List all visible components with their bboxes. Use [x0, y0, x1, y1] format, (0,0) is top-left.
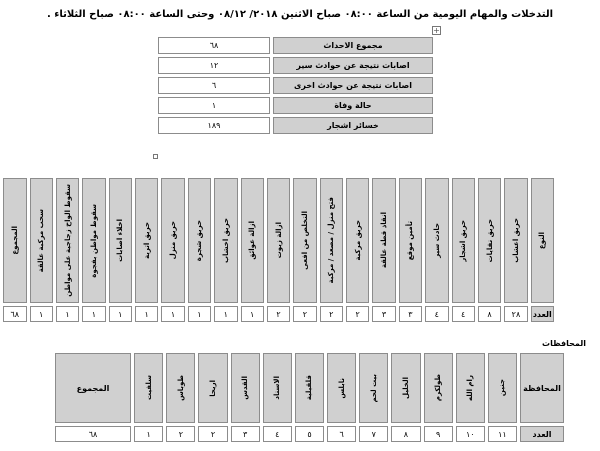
table-move-handle-icon[interactable]: +	[433, 26, 440, 35]
governorate-header-label: القدس	[241, 376, 250, 400]
summary-value: ٦	[158, 77, 270, 94]
incident-type-header-label: حريق مركبة	[353, 220, 362, 261]
incident-type-header-label: المجموع	[10, 226, 19, 255]
governorate-count: ٦	[327, 426, 356, 442]
incident-types-table	[0, 175, 557, 325]
table-resize-handle-icon[interactable]	[153, 154, 158, 159]
governorate-count: ٥	[295, 426, 324, 442]
gov-count-header-cell: العدد	[520, 426, 564, 442]
incident-type-count: ١	[30, 306, 53, 322]
incident-type-header-label: سقوط مواطن بفجوة	[89, 203, 98, 278]
incident-type-count: ١	[82, 306, 105, 322]
incident-type-header-label: اخلاء اصابات	[116, 219, 125, 262]
governorate-count: ٧	[359, 426, 388, 442]
governorate-header	[456, 353, 485, 423]
governorate-header-label: رام الله	[466, 374, 475, 402]
incident-type-count: ٢	[320, 306, 343, 322]
summary-table	[155, 34, 436, 137]
governorate-count: ٩	[424, 426, 453, 442]
incident-type-header	[82, 178, 105, 303]
incident-type-count: ١	[188, 306, 211, 322]
governorate-count: ٨	[391, 426, 420, 442]
incident-type-header	[504, 178, 527, 303]
governorate-header-label: طوباس	[176, 375, 185, 401]
incident-type-count: ٣	[399, 306, 422, 322]
incident-type-header-label: حادث سير	[432, 223, 441, 258]
governorate-count: ٣	[231, 426, 260, 442]
incident-type-header	[372, 178, 395, 303]
incident-type-header-label: حريق شجرة	[195, 219, 204, 262]
incident-type-header	[346, 178, 369, 303]
incident-type-header-label: حريق اعشاب	[511, 218, 520, 263]
type-header-cell-label: النوع	[538, 231, 547, 250]
governorate-count: ٢	[166, 426, 195, 442]
incident-type-header	[214, 178, 237, 303]
summary-row	[158, 97, 433, 114]
incident-type-header	[267, 178, 290, 303]
incident-type-header	[425, 178, 448, 303]
incident-type-header	[135, 178, 158, 303]
incident-type-header-label: سقوط الواح زجاجية على مواطن	[63, 184, 72, 297]
governorate-header-cell: المحافظة	[520, 353, 564, 423]
incident-type-header-label: فتح منزل / مصعد / مركبة	[327, 197, 336, 284]
incident-type-count: ٢	[293, 306, 316, 322]
governorate-count: ١	[134, 426, 163, 442]
governorate-header-label: اريحا	[209, 379, 218, 397]
incident-type-header-label: حريق نفايات	[485, 218, 494, 263]
governorate-count: ٤	[263, 426, 292, 442]
incident-type-count: ٤	[425, 306, 448, 322]
summary-label: حالة وفاة	[273, 97, 433, 114]
incident-type-header	[161, 178, 184, 303]
summary-value: ١٨٩	[158, 117, 270, 134]
incident-type-count: ١	[56, 306, 79, 322]
governorate-header-label: الخليل	[401, 376, 410, 400]
governorate-header-label: جنين	[498, 379, 507, 397]
summary-row	[158, 77, 433, 94]
governorate-header-label: طولكرم	[434, 374, 443, 402]
governorate-header	[391, 353, 420, 423]
incident-type-header	[30, 178, 53, 303]
incident-type-header	[452, 178, 475, 303]
governorates-table	[52, 350, 567, 445]
incident-type-count: ١	[135, 306, 158, 322]
incident-type-count: ٨	[478, 306, 501, 322]
summary-label: اصابات نتيجة عن حوادث سير	[273, 57, 433, 74]
governorate-header-label: قلقيلية	[305, 375, 314, 401]
incident-type-header	[3, 178, 27, 303]
incident-type-header-label: التخلص من افعى	[300, 211, 309, 270]
incident-type-count: ٦٨	[3, 306, 27, 322]
incident-type-count: ٢٨	[504, 306, 527, 322]
governorate-header-label: نابلس	[337, 377, 346, 399]
incident-type-header	[241, 178, 264, 303]
incident-type-header	[293, 178, 316, 303]
summary-value: ١٢	[158, 57, 270, 74]
summary-label: خسائر اشجار	[273, 117, 433, 134]
summary-value: ١	[158, 97, 270, 114]
governorate-count: ٦٨	[55, 426, 131, 442]
governorate-header	[359, 353, 388, 423]
governorate-header	[295, 353, 324, 423]
page-title: التدخلات والمهام اليومية من الساعة ٠٨:٠٠ صباح الاثنين ٢٠١٨/ ٠٨/١٢ وحتى الساعة ٠٨:٠٠ صباح الثلاثاء .	[46, 9, 554, 20]
governorate-header	[231, 353, 260, 423]
governorate-header-label: بيت لحم	[369, 373, 378, 403]
governorate-header	[166, 353, 195, 423]
incident-type-header	[478, 178, 501, 303]
incident-type-header	[188, 178, 211, 303]
type-header-cell	[531, 178, 554, 303]
incident-type-header-label: تأمين موقع	[406, 220, 415, 261]
incident-type-header	[56, 178, 79, 303]
governorate-header	[134, 353, 163, 423]
incident-type-header-label: ازالة زيوت	[274, 222, 283, 259]
governorate-total-header: المجموع	[55, 353, 131, 423]
governorate-count: ٢	[198, 426, 227, 442]
incident-type-count: ١	[109, 306, 132, 322]
governorate-header	[488, 353, 517, 423]
incident-type-header-label: حريق اترية	[142, 221, 151, 260]
incident-type-header-label: سحب مركبة عالقة	[37, 208, 46, 273]
incident-type-header	[109, 178, 132, 303]
governorate-header	[198, 353, 227, 423]
governorates-label: المحافظات	[542, 339, 586, 348]
incident-type-header	[320, 178, 343, 303]
governorate-header	[424, 353, 453, 423]
summary-value: ٦٨	[158, 37, 270, 54]
governorate-count: ١٠	[456, 426, 485, 442]
governorate-header	[327, 353, 356, 423]
incident-type-count: ٤	[452, 306, 475, 322]
incident-type-count: ٢	[346, 306, 369, 322]
incident-type-header-label: حريق منزل	[169, 221, 178, 260]
incident-type-header-label: ازالة عوائق	[248, 221, 257, 260]
summary-label: اصابات نتيجة عن حوادث اخرى	[273, 77, 433, 94]
incident-type-count: ١	[161, 306, 184, 322]
summary-row	[158, 117, 433, 134]
governorate-header	[263, 353, 292, 423]
summary-label: مجموع الاحداث	[273, 37, 433, 54]
summary-row	[158, 57, 433, 74]
incident-type-header-label: حريق اشجار	[459, 219, 468, 262]
summary-row	[158, 37, 433, 54]
incident-type-header-label: حريق اخشاب	[221, 217, 230, 263]
incident-type-count: ٣	[372, 306, 395, 322]
governorate-count: ١١	[488, 426, 517, 442]
incident-type-header-label: انقاذ قطة عالقة	[380, 212, 389, 269]
incident-type-count: ١	[214, 306, 237, 322]
count-header-cell: العدد	[531, 306, 554, 322]
incident-type-count: ٢	[267, 306, 290, 322]
incident-type-count: ١	[241, 306, 264, 322]
governorate-header-label: الاسناد	[273, 376, 282, 400]
governorate-header-label: سلفيت	[144, 375, 153, 401]
incident-type-header	[399, 178, 422, 303]
